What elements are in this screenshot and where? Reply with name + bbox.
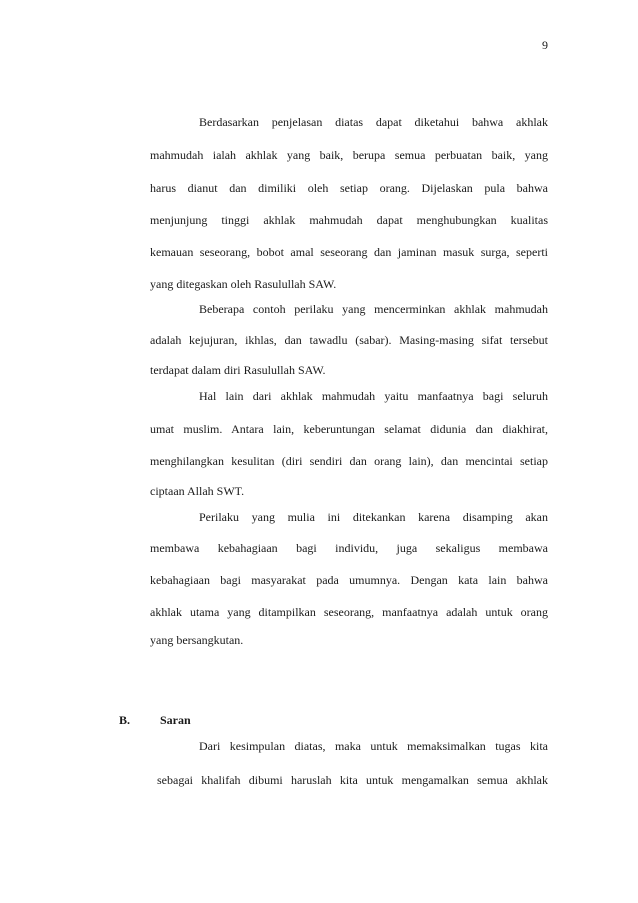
section-letter: B. [119,713,131,727]
paragraph-1-line-4: menjunjung tinggi akhlak mahmudah dapat menghubungkan kualitas [150,213,548,227]
paragraph-1-line-3: harus dianut dan dimiliki oleh setiap orang. Dijelaskan pula bahwa [150,181,548,195]
paragraph-1-line-2: mahmudah ialah akhlak yang baik, berupa semua perbuatan baik, yang [150,148,548,162]
paragraph-4-line-1: Perilaku yang mulia ini ditekankan karena disamping akan [199,510,548,524]
paragraph-4-line-2: membawa kebahagiaan bagi individu, juga sekaligus membawa [150,541,548,555]
paragraph-1-line-1: Berdasarkan penjelasan diatas dapat diketahui bahwa akhlak [199,115,548,129]
paragraph-4-line-4: akhlak utama yang ditampilkan seseorang, manfaatnya adalah untuk orang [150,605,548,619]
section-title: Saran [160,713,191,727]
paragraph-1-line-5: kemauan seseorang, bobot amal seseorang dan jaminan masuk surga, seperti [150,245,548,259]
paragraph-1-line-6: yang ditegaskan oleh Rasulullah SAW. [150,277,337,291]
paragraph-2-line-1: Beberapa contoh perilaku yang mencerminkan akhlak mahmudah [199,302,548,316]
paragraph-4-line-3: kebahagiaan bagi masyarakat pada umumnya. Dengan kata lain bahwa [150,573,548,587]
paragraph-4-line-5: yang bersangkutan. [150,633,244,647]
paragraph-3-line-3: menghilangkan kesulitan (diri sendiri dan orang lain), dan mencintai setiap [150,454,548,468]
paragraph-2-line-2: adalah kejujuran, ikhlas, dan tawadlu (sabar). Masing-masing sifat tersebut [150,333,548,347]
paragraph-3-line-1: Hal lain dari akhlak mahmudah yaitu manfaatnya bagi seluruh [199,389,548,403]
paragraph-2-line-3: terdapat dalam diri Rasulullah SAW. [150,363,326,377]
paragraph-3-line-2: umat muslim. Antara lain, keberuntungan selamat didunia dan diakhirat, [150,422,548,436]
section-line-1: Dari kesimpulan diatas, maka untuk memaksimalkan tugas kita [199,739,548,753]
section-line-2: sebagai khalifah dibumi haruslah kita untuk mengamalkan semua akhlak [157,773,548,787]
page-number: 9 [542,38,548,52]
paragraph-3-line-4: ciptaan Allah SWT. [150,484,245,498]
